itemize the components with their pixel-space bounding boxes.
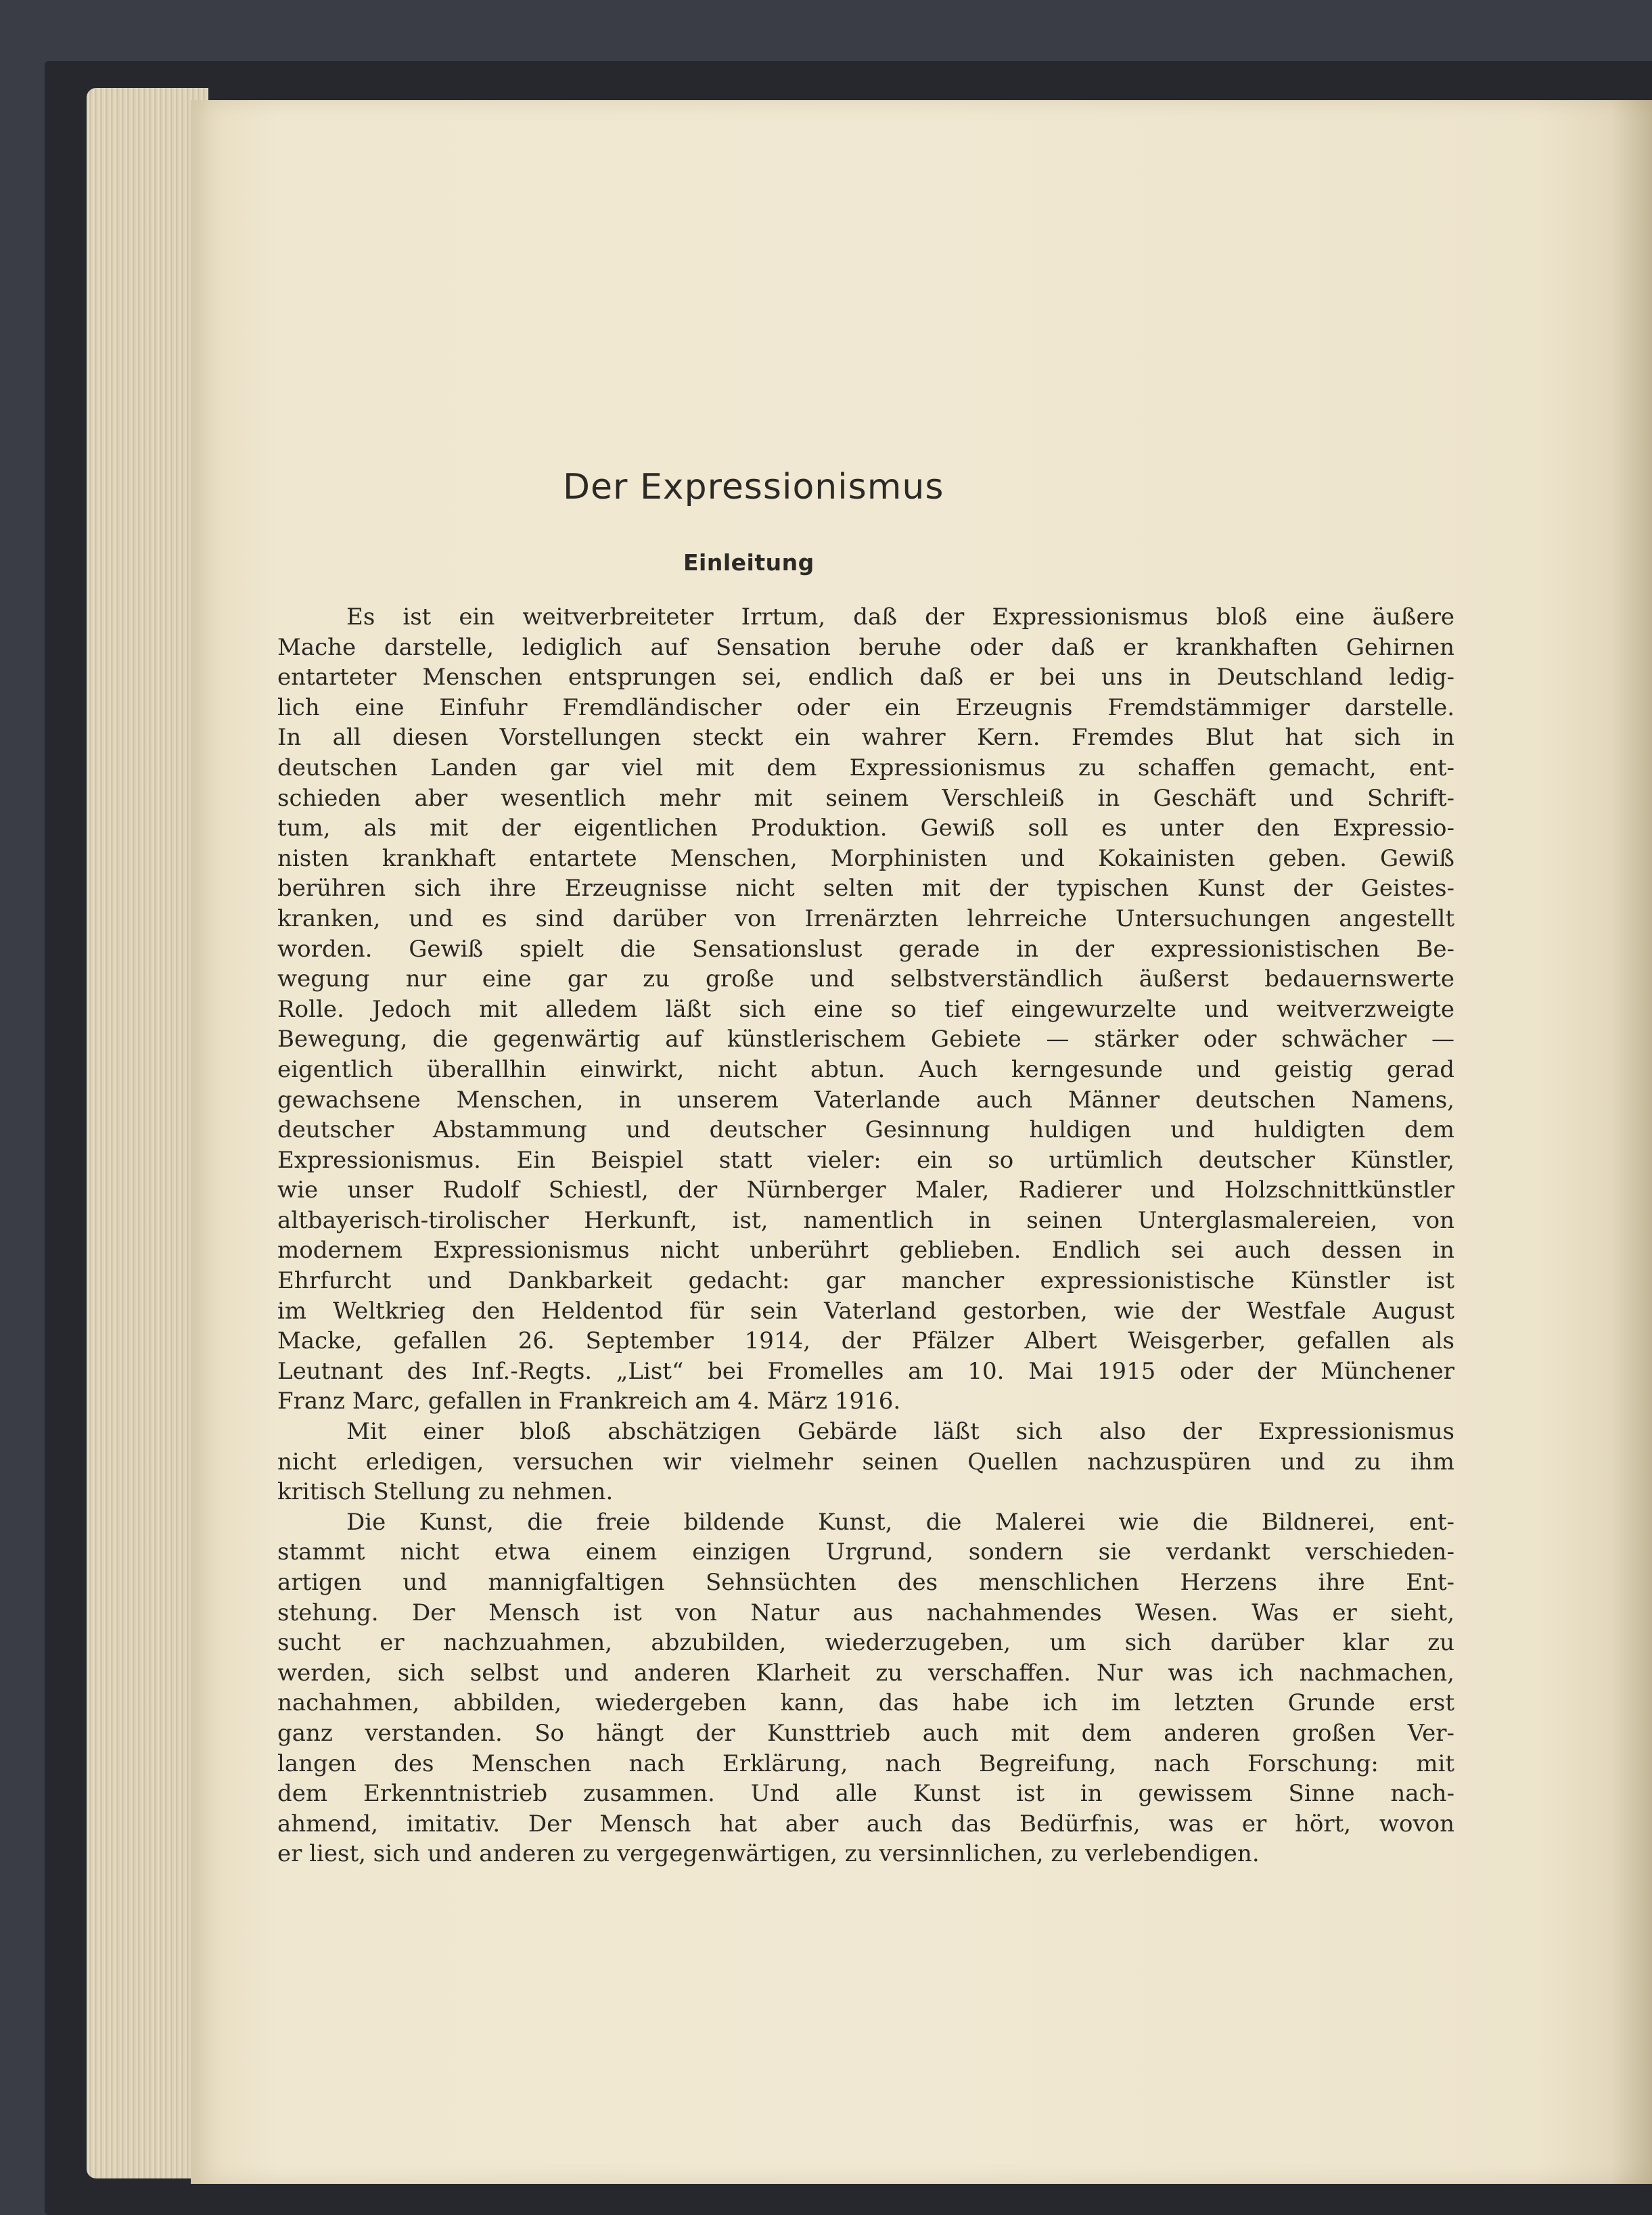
page-title: Der Expressionismus [563,467,944,507]
text-line: schieden aber wesentlich mehr mit seinem Verschleiß in Geschäft und Schrift- [277,784,1454,812]
text-line: tum, als mit der eigentlichen Produktion. Gewiß soll es unter den Expressio- [277,815,1454,842]
text-line: sucht er nachzuahmen, abzubilden, wiederzugeben, um sich darüber klar zu [277,1629,1454,1657]
paragraph [277,1417,1454,1507]
paragraph [277,1507,1454,1869]
text-line: modernem Expressionismus nicht unberührt geblieben. Endlich sei auch dessen in [277,1237,1454,1264]
text-line: Mache darstelle, lediglich auf Sensation beruhe oder daß er krankhaften Gehirnen [277,633,1454,661]
text-line: stammt nicht etwa einem einzigen Urgrund, sondern sie verdankt verschieden- [277,1538,1454,1566]
text-line: wie unser Rudolf Schiestl, der Nürnberger Maler, Radierer und Holzschnittkünstler [277,1177,1454,1204]
text-line: Franz Marc, gefallen in Frankreich am 4. März 1916. [277,1388,901,1415]
section-heading: Einleitung [683,549,814,576]
text-line: Expressionismus. Ein Beispiel statt vieler: ein so urtümlich deutscher Künstler, [277,1146,1454,1174]
text-line: Macke, gefallen 26. September 1914, der Pfälzer Albert Weisgerber, gefallen als [277,1327,1454,1355]
text-line: altbayerisch-tirolischer Herkunft, ist, namentlich in seinen Unterglasmalereien, von [277,1206,1454,1234]
text-line: berühren sich ihre Erzeugnisse nicht selten mit der typischen Kunst der Geistes- [277,875,1454,903]
text-line: Bewegung, die gegenwärtig auf künstlerischem Gebiete — stärker oder schwächer — [277,1026,1454,1053]
text-line: wegung nur eine gar zu große und selbstverständlich äußerst bedauernswerte [277,965,1454,993]
text-line: eigentlich überallhin einwirkt, nicht abtun. Auch kerngesunde und geistig gerad [277,1055,1454,1083]
page-gutter-shadow [1611,100,1652,2184]
text-line: deutschen Landen gar viel mit dem Expressionismus zu schaffen gemacht, ent- [277,754,1454,781]
text-line: Ehrfurcht und Dankbarkeit gedacht: gar mancher expressionistische Künstler ist [277,1267,1454,1295]
text-line: kritisch Stellung zu nehmen. [277,1478,614,1506]
text-line: langen des Menschen nach Erklärung, nach Begreifung, nach Forschung: mit [277,1750,1454,1777]
paragraph [277,602,1454,1417]
text-line: ahmend, imitativ. Der Mensch hat aber auch das Bedürfnis, was er hört, wovon [277,1810,1454,1837]
text-line: dem Erkenntnistrieb zusammen. Und alle Kunst ist in gewissem Sinne nach- [277,1780,1454,1808]
text-line: er liest, sich und anderen zu vergegenwärtigen, zu versinnlichen, zu verlebendigen. [277,1840,1260,1868]
text-line: In all diesen Vorstellungen steckt ein wahrer Kern. Fremdes Blut hat sich in [277,724,1454,752]
text-line: gewachsene Menschen, in unserem Vaterlande auch Männer deutschen Namens, [277,1086,1454,1114]
body-text [277,602,1454,1869]
text-line: Die Kunst, die freie bildende Kunst, die Malerei wie die Bildnerei, ent- [346,1508,1454,1536]
text-line: worden. Gewiß spielt die Sensationslust gerade in der expressionistischen Be- [277,935,1454,963]
text-line: deutscher Abstammung und deutscher Gesinnung huldigen und huldigten dem [277,1116,1454,1144]
text-line: Mit einer bloß abschätzigen Gebärde läßt sich also der Expressionismus [346,1418,1454,1446]
text-line: nachahmen, abbilden, wiedergeben kann, das habe ich im letzten Grunde erst [277,1689,1454,1717]
text-line: nisten krankhaft entartete Menschen, Morphinisten und Kokainisten geben. Gewiß [277,844,1454,872]
text-line: nicht erledigen, versuchen wir vielmehr seinen Quellen nachzuspüren und zu ihm [277,1448,1454,1476]
text-line: im Weltkrieg den Heldentod für sein Vaterland gestorben, wie der Westfale August [277,1297,1454,1325]
text-line: artigen und mannigfaltigen Sehnsüchten des menschlichen Herzens ihre Ent- [277,1569,1454,1596]
text-line: Leutnant des Inf.-Regts. „List“ bei Fromelles am 10. Mai 1915 oder der Münchener [277,1357,1454,1385]
text-line: Rolle. Jedoch mit alledem läßt sich eine so tief eingewurzelte und weitverzweigte [277,995,1454,1023]
page-edges [87,88,208,2178]
text-line: entarteter Menschen entsprungen sei, endlich daß er bei uns in Deutschland ledig- [277,664,1454,691]
text-line: werden, sich selbst und anderen Klarheit zu verschaffen. Nur was ich nachmachen, [277,1659,1454,1687]
text-line: stehung. Der Mensch ist von Natur aus nachahmendes Wesen. Was er sieht, [277,1599,1454,1626]
text-line: Es ist ein weitverbreiteter Irrtum, daß der Expressionismus bloß eine äußere [346,603,1454,631]
text-line: ganz verstanden. So hängt der Kunsttrieb auch mit dem anderen großen Ver- [277,1719,1454,1747]
text-line: kranken, und es sind darüber von Irrenärzten lehrreiche Untersuchungen angestellt [277,905,1454,932]
text-line: lich eine Einfuhr Fremdländischer oder ein Erzeugnis Fremdstämmiger darstelle. [277,693,1454,721]
